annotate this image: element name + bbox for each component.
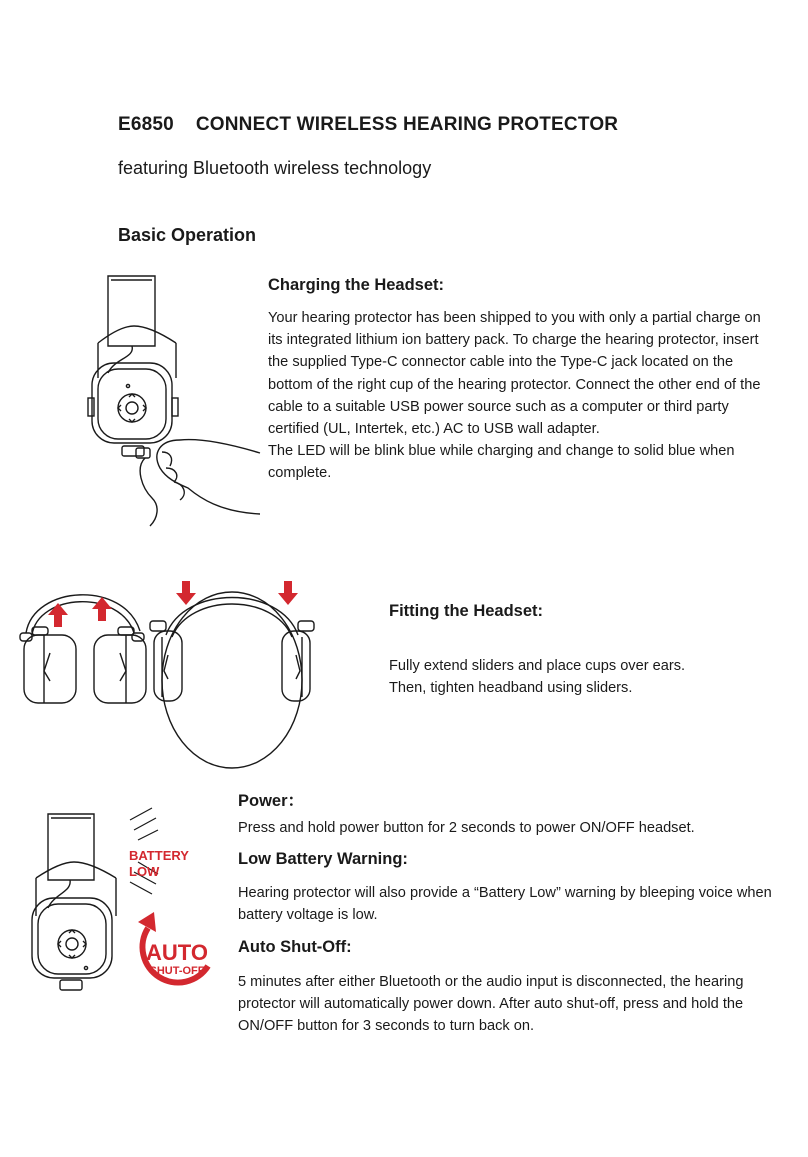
power-body: Press and hold power button for 2 seconds to power ON/OFF headset.	[238, 820, 695, 836]
fitting-illustration	[14, 575, 334, 770]
charging-body: Your hearing protector has been shipped to you with only a partial charge on its integrated lithium ion battery pack. To charge the hearing protector, insert the supplied Type-C connector cable into the Type-C jack located on the bottom of the right cup of the hearing protector. Connect the other end of the cable to a suitable USB power source such as a computer or third party certified (UL, Intertek, etc.) AC to USB wall adapter.	[268, 310, 761, 438]
auto-shutoff-heading: Auto Shut-Off:	[238, 938, 352, 956]
charging-heading: Charging the Headset:	[268, 276, 445, 294]
battery-low-line-2: LOW	[129, 864, 160, 879]
auto-shutoff-body: 5 minutes after either Bluetooth or the audio input is disconnected, the hearing protector will automatically power down. After auto shut-off, press and hold the ON/OFF button for 3 seconds to turn back on.	[238, 974, 744, 1035]
auto-shutoff-badge	[146, 941, 208, 978]
battery-low-line-1: BATTERY	[129, 848, 189, 863]
fitting-text	[389, 655, 789, 699]
auto-shutoff-line-1: AUTO	[146, 940, 208, 965]
power-headset-illustration	[30, 808, 220, 1008]
low-battery-body: Hearing protector will also provide a “Battery Low” warning by bleeping voice when battery voltage is low.	[238, 885, 772, 924]
document-subtitle: featuring Bluetooth wireless technology	[118, 158, 432, 178]
fitting-line-1: Fully extend sliders and place cups over ears.	[389, 658, 686, 674]
section-heading: Basic Operation	[118, 225, 257, 245]
fitting-heading: Fitting the Headset:	[389, 602, 544, 620]
charging-text	[268, 307, 768, 485]
power-heading: Power：	[238, 792, 305, 810]
battery-low-badge	[129, 848, 189, 880]
charging-led-note: The LED will be blink blue while charging and change to solid blue when complete.	[268, 443, 735, 482]
low-battery-heading: Low Battery Warning:	[238, 850, 408, 868]
fitting-line-2: Then, tighten headband using sliders.	[389, 680, 633, 697]
document-title: E6850 CONNECT WIRELESS HEARING PROTECTOR	[118, 114, 619, 135]
auto-shutoff-line-2: SHUT-OFF	[149, 965, 205, 977]
charging-headset-illustration	[80, 268, 260, 528]
